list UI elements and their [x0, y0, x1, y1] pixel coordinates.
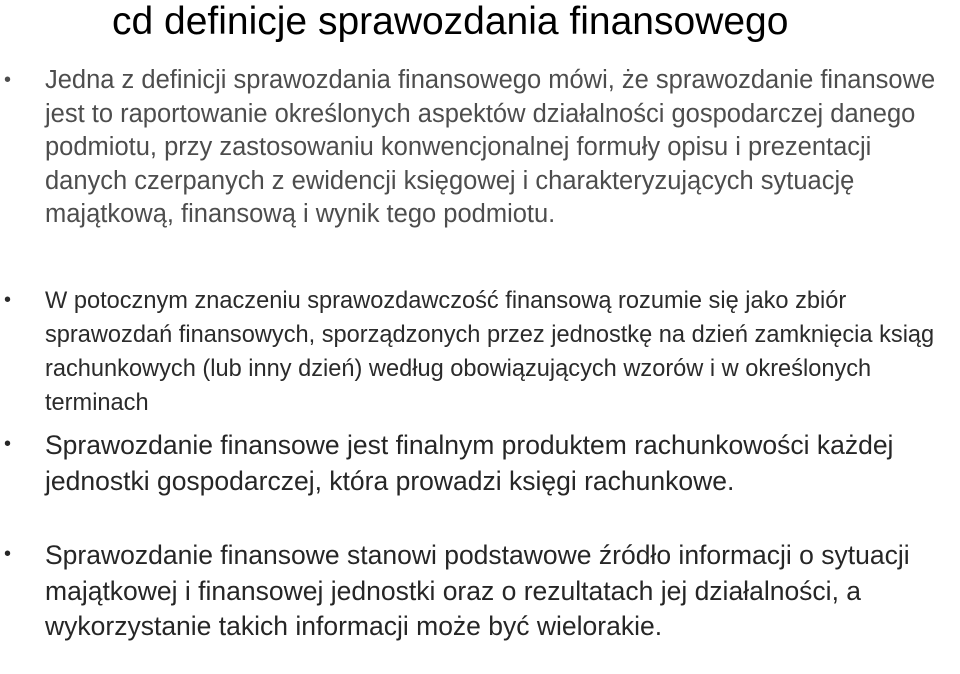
bullet-text: W potocznym znaczeniu sprawozdawczość finansową rozumie się jako zbiór sprawozdań finansowych, sporządzonych przez jednostkę na dzień zamknięcia ksiąg rachunkowych (lub inny dzień) według obowiązujących wzorów i w określonych terminach	[45, 288, 935, 416]
slide-title: cd definicje sprawozdania finansowego	[112, 0, 789, 43]
bullet-icon: •	[4, 433, 12, 455]
bullet-text: Sprawozdanie finansowe jest finalnym produktem rachunkowości każdej jednostki gospodarczej, która prowadzi księgi rachunkowe.	[45, 430, 894, 496]
bullet-icon: •	[4, 69, 12, 91]
bullet-text: Sprawozdanie finansowe stanowi podstawowe źródło informacji o sytuacji majątkowej i finansowej jednostki oraz o rezultatach jej działalności, a wykorzystanie takich informacji może być wielorakie.	[45, 540, 910, 641]
bullet-icon: •	[4, 543, 12, 565]
bullet-text: Jedna z definicji sprawozdania finansowego mówi, że sprawozdanie finansowe jest to raportowanie określonych aspektów działalności gospodarczej danego podmiotu, przy zastosowaniu konwencjonalnej formuły opisu i prezentacji danych czerpanych z ewidencji księgowej i charakteryzujących sytuację majątkową, finansową i wynik tego podmiotu.	[45, 66, 936, 229]
bullet-icon: •	[4, 289, 12, 311]
